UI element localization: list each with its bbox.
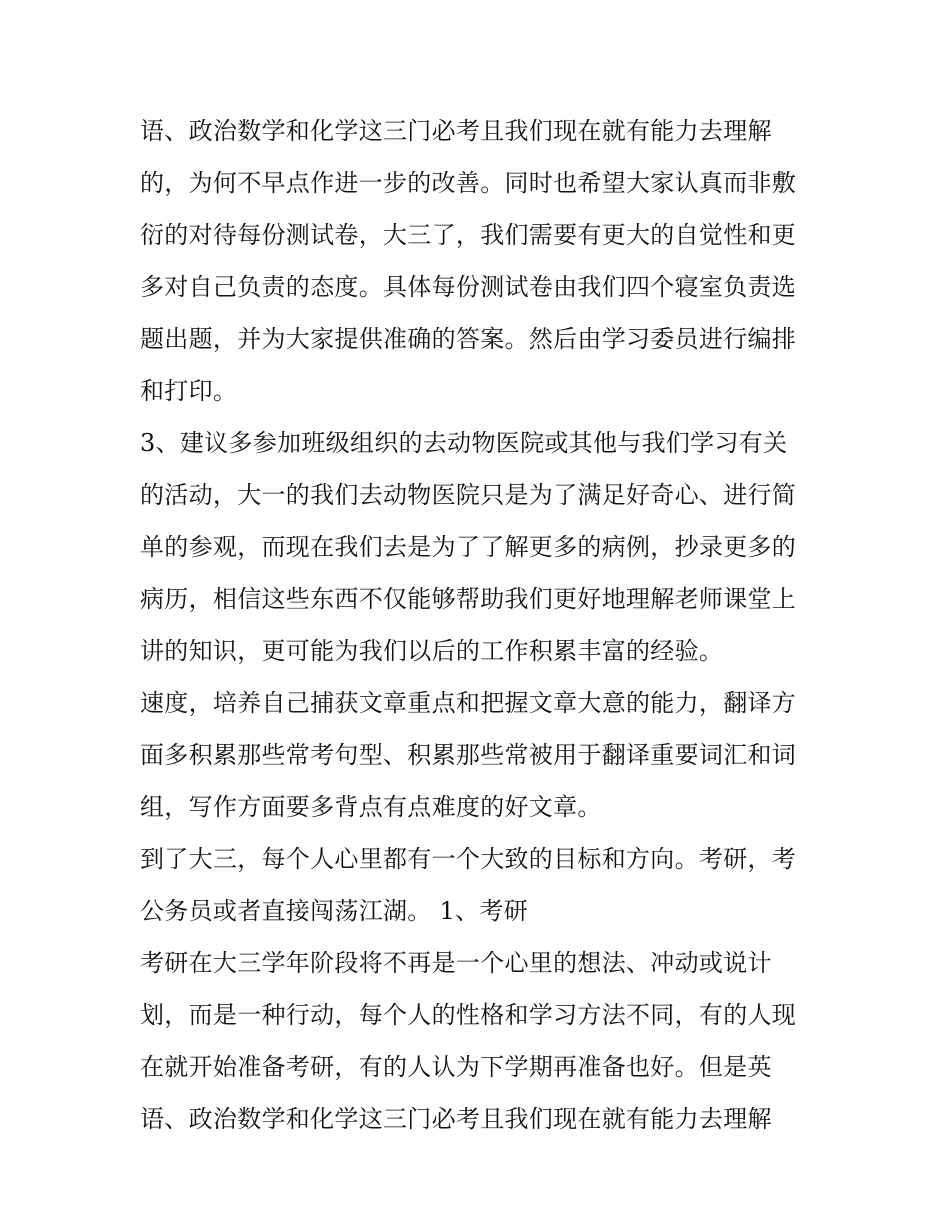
text-line: 衍的对待每份测试卷，大三了，我们需要有更大的自觉性和更: [140, 221, 797, 249]
text-line: 在就开始准备考研，有的人认为下学期再准备也好。但是英: [140, 1053, 772, 1081]
text-line: 组，写作方面要多背点有点难度的好文章。: [140, 793, 602, 821]
document-body: [140, 105, 820, 1145]
text-line: 多对自己负责的态度。具体每份测试卷由我们四个寝室负责选: [140, 273, 797, 301]
text-line: 面多积累那些常考句型、积累那些常被用于翻译重要词汇和词: [140, 741, 797, 769]
text-line: 语、政治数学和化学这三门必考且我们现在就有能力去理解: [140, 117, 772, 145]
text-line: 考研在大三学年阶段将不再是一个心里的想法、冲动或说计: [140, 949, 772, 977]
text-line: 的，为何不早点作进一步的改善。同时也希望大家认真而非敷: [140, 169, 797, 197]
text-line: 病历，相信这些东西不仅能够帮助我们更好地理解老师课堂上: [140, 585, 797, 613]
text-line: 单的参观，而现在我们去是为了了解更多的病例，抄录更多的: [140, 533, 797, 561]
text-line: 的活动，大一的我们去动物医院只是为了满足好奇心、进行简: [140, 481, 797, 509]
text-line: 和打印。: [140, 377, 238, 405]
text-line: 速度，培养自己捕获文章重点和把握文章大意的能力，翻译方: [140, 689, 797, 717]
text-line: 题出题，并为大家提供准确的答案。然后由学习委员进行编排: [140, 325, 797, 353]
text-line: 到了大三，每个人心里都有一个大致的目标和方向。考研，考: [140, 845, 797, 873]
text-line: 划，而是一种行动，每个人的性格和学习方法不同，有的人现: [140, 1001, 797, 1029]
text-line: 语、政治数学和化学这三门必考且我们现在就有能力去理解: [140, 1105, 772, 1133]
text-line: 公务员或者直接闯荡江湖。 1、考研: [140, 897, 528, 925]
text-line: 讲的知识，更可能为我们以后的工作积累丰富的经验。: [140, 637, 724, 665]
text-line: 3、建议多参加班级组织的去动物医院或其他与我们学习有关: [140, 429, 788, 457]
